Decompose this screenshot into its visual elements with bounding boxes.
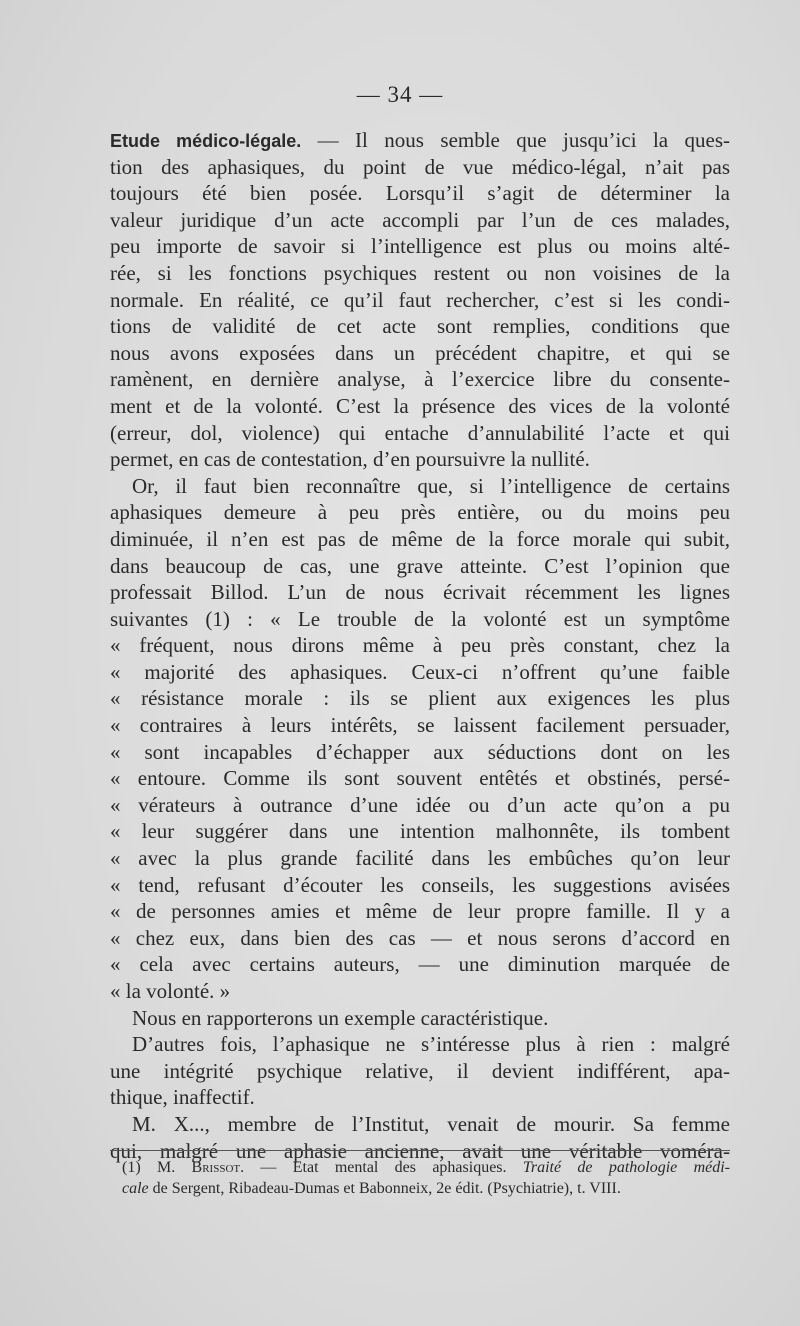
text-line: peu importe de savoir si l’intelligence est plus ou moins alté- [110, 234, 730, 259]
text-line [110, 127, 730, 154]
text-line: M. X..., membre de l’Institut, venait de mourir. Sa femme [132, 1111, 730, 1136]
text-line: « vérateurs à outrance d’une idée ou d’un acte qu’on a pu [110, 792, 730, 817]
text-line: ment et de la volonté. C’est la présence des vices de la volonté [110, 393, 730, 418]
text-line: D’autres fois, l’aphasique ne s’intéresse plus à rien : malgré [132, 1032, 730, 1057]
text-line: « majorité des aphasiques. Ceux-ci n’offrent qu’une faible [110, 659, 730, 684]
text-line: « leur suggérer dans une intention malhonnête, ils tombent [110, 819, 730, 844]
text-line: « sont incapables d’échapper aux séductions dont on les [110, 739, 730, 764]
footnote-divider [110, 1150, 730, 1151]
text-line: une intégrité psychique relative, il devient indifférent, apa- [110, 1058, 730, 1083]
text-line: thique, inaffectif. [110, 1085, 255, 1110]
text-line: « contraires à leurs intérêts, se laissent facilement persuader, [110, 713, 730, 738]
section-lead: — Il nous semble que jusqu’ici la ques- [301, 128, 730, 152]
text-line: Nous en rapporterons un exemple caractéristique. [132, 1005, 549, 1030]
footnote-text: . — Etat mental des aphasiques. [240, 1159, 523, 1176]
text-line: qui, malgré une aphasie ancienne, avait une véritable voméra- [110, 1138, 730, 1163]
footnote-marker: (1) M. [122, 1159, 192, 1176]
footnote-title: cale [122, 1180, 149, 1197]
text-line: « tend, refusant d’écouter les conseils, les suggestions avisées [110, 872, 730, 897]
body-text [110, 127, 730, 1164]
text-line: « résistance morale : ils se plient aux exigences les plus [110, 686, 730, 711]
text-line: suivantes (1) : « Le trouble de la volonté est un symptôme [110, 606, 730, 631]
text-line: rée, si les fonctions psychiques restent ou non voisines de la [110, 260, 730, 285]
text-line: diminuée, il n’en est pas de même de la force morale qui subit, [110, 526, 730, 551]
text-line: « cela avec certains auteurs, — une diminution marquée de [110, 952, 730, 977]
page-number: — 34 — [356, 82, 444, 107]
text-line: « entoure. Comme ils sont souvent entêtés et obstinés, persé- [110, 766, 730, 791]
text-line: dans beaucoup de cas, une grave atteinte. C’est l’opinion que [110, 553, 730, 578]
text-line: professait Billod. L’un de nous écrivait récemment les lignes [110, 580, 730, 605]
footnote-title: Traité de pathologie médi- [522, 1159, 730, 1176]
text-line: nous avons exposées dans un précédent chapitre, et qui se [110, 340, 730, 365]
text-line: tion des aphasiques, du point de vue médico-légal, n’ait pas [110, 154, 730, 179]
footnote-line [122, 1178, 730, 1199]
text-line: normale. En réalité, ce qu’il faut rechercher, c’est si les condi- [110, 287, 730, 312]
text-line: (erreur, dol, violence) qui entache d’annulabilité l’acte et qui [110, 420, 730, 445]
footnote-line [122, 1157, 730, 1178]
text-line: « de personnes amies et même de leur propre famille. Il y a [110, 899, 730, 924]
footnote [122, 1157, 730, 1199]
text-line: Or, il faut bien reconnaître que, si l’intelligence de certains [132, 473, 730, 498]
text-line: tions de validité de cet acte sont remplies, conditions que [110, 314, 730, 339]
text-line: « la volonté. » [110, 979, 231, 1003]
text-line: permet, en cas de contestation, d’en poursuivre la nullité. [110, 447, 590, 472]
section-heading: Etude médico-légale. [110, 131, 302, 151]
text-line: « fréquent, nous dirons même à peu près constant, chez la [110, 633, 730, 658]
text-line: ramènent, en dernière analyse, à l’exercice libre du consente- [110, 367, 730, 392]
text-line: toujours été bien posée. Lorsqu’il s’agit de déterminer la [110, 181, 730, 206]
footnote-text: de Sergent, Ribadeau-Dumas et Babonneix, 2e édit. (Psychiatrie), t. VIII. [148, 1180, 621, 1197]
text-line: « chez eux, dans bien des cas — et nous serons d’accord en [110, 925, 730, 950]
footnote-author: Brissot [191, 1159, 241, 1176]
text-line: « avec la plus grande facilité dans les embûches qu’on leur [110, 846, 730, 871]
text-line: aphasiques demeure à peu près entière, ou du moins peu [110, 500, 730, 525]
text-line: valeur juridique d’un acte accompli par l’un de ces malades, [110, 207, 730, 232]
